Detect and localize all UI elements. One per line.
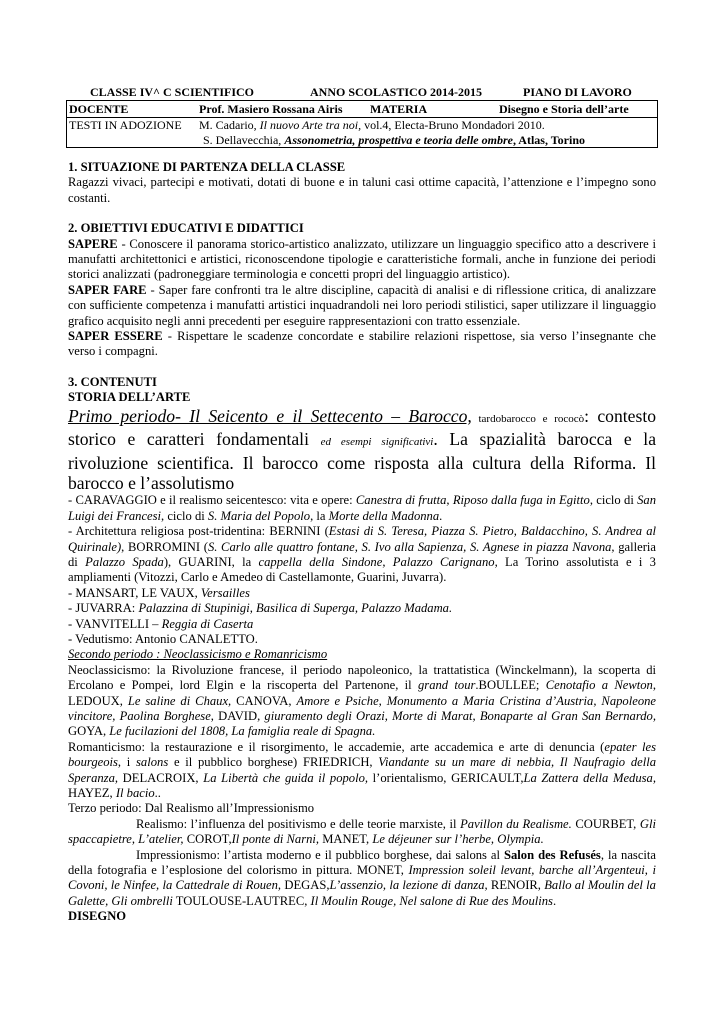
vedutismo-item: - Vedutismo: Antonio CANALETTO.: [68, 631, 258, 646]
period-3-heading: Terzo periodo: Dal Realismo all’Impressionismo: [68, 801, 315, 816]
testo-1: M. Cadario, Il nuovo Arte tra noi, vol.4, Electa-Bruno Mondadori 2010.: [199, 118, 545, 132]
impressionismo-paragraph: Impressionismo: l’artista moderno e il pubblico borghese, dai salons al Salon des Refusés, la nascita della fotografia e l’esplosione del colorismo in pittura. MONET, Impression soleil levant, barche all’Argenteui, i Covoni, le Ninfee, la Cattedrale di Rouen, DEGAS,L’assenzio, la lezione di danza, RENOIR, Ballo al Moulin del la Galette, Gli ombrelli TOULOUSE-LAUTREC, Il Moulin Rouge, Nel salone di Rue des Moulins.: [68, 847, 657, 908]
architettura-item: - Architettura religiosa post-tridentina: BERNINI (Estasi di S. Teresa, Piazza S. Pietro, Baldacchino, S. Andrea al Quirinale), BORROMINI (S. Carlo alle quattro fontane, S. Ivo alla Sapienza, S. Agnese in piazza Navona, galleria di Palazzo Spada), GUARINI, la cappella della Sindone, Palazzo Carignano, La Torino assolutista e i 3 ampliamenti (Vitozzi, Carlo e Amedeo di Castellamonte, Guarini, Juvarra).: [68, 524, 656, 585]
testo-2: S. Dellavecchia, Assonometria, prospettiva e teoria delle ombre, Atlas, Torino: [203, 133, 585, 147]
header-classe: CLASSE IV^ C SCIENTIFICO: [90, 85, 255, 99]
docente-value: Prof. Masiero Rossana Airis: [199, 102, 343, 116]
saper-fare-paragraph: SAPER FARE - Saper fare confronti tra le altre discipline, capacità di analisi e di riflessione critica, di analizzare con sufficiente competenza i manufatti artistici inquadrandoli nei loro periodi stilistici, saper utilizzare il linguaggio grafico acquisito negli anni precedenti per eseguire rappresentazioni con tratto essenziale.: [68, 282, 656, 328]
juvarra-item: - JUVARRA: Palazzina di Stupinigi, Basilica di Superga, Palazzo Madama.: [68, 601, 453, 616]
mansart-item: - MANSART, LE VAUX, Versailles: [68, 585, 250, 600]
info-box: [66, 100, 658, 148]
header-piano: PIANO DI LAVORO: [523, 85, 632, 99]
disegno-heading: DISEGNO: [68, 909, 127, 924]
document-body: [68, 160, 656, 925]
saper-essere-paragraph: SAPER ESSERE - Rispettare le scadenze concordate e stabilire relazioni rispettose, sia verso l’insegnante che verso i compagni.: [68, 329, 656, 359]
materia-label: MATERIA: [370, 102, 428, 116]
testi-label: TESTI IN ADOZIONE: [69, 118, 182, 132]
section-1-title: 1. SITUAZIONE DI PARTENZA DELLA CLASSE: [68, 160, 346, 174]
storia-arte-subtitle: STORIA DELL’ARTE: [68, 390, 191, 405]
neoclassicismo-paragraph: Neoclassicismo: la Rivoluzione francese, il periodo napoleonico, la trattatistica (Winckelmann), la scoperta di Ercolano e Pompei, lord Elgin e la riscoperta del Partenone, il grand tour.BOULLEE; Cenotafio a Newton, LEDOUX, Le saline di Chaux, CANOVA, Amore e Psiche, Monumento a Maria Cristina d’Austria, Napoleone vincitore, Paolina Borghese, DAVID, giuramento degli Orazi, Morte di Marat, Bonaparte al Gran San Bernardo, GOYA, Le fucilazioni del 1808, La famiglia reale di Spagna.: [68, 662, 656, 739]
docente-label: DOCENTE: [69, 102, 129, 116]
section-2-title: 2. OBIETTIVI EDUCATIVI E DIDATTICI: [68, 221, 304, 236]
realismo-paragraph: Realismo: l’influenza del positivismo e delle teorie marxiste, il Pavillon du Realisme. COURBET, Gli spaccapietre, L’atelier, COROT,Il ponte di Narni, MANET, Le déjeuner sur l’herbe, Olympia.: [68, 816, 656, 847]
vanvitelli-item: - VANVITELLI – Reggia di Caserta: [68, 616, 254, 631]
header-anno: ANNO SCOLASTICO 2014-2015: [310, 85, 483, 99]
section-3-title: 3. CONTENUTI: [68, 374, 157, 389]
period-1-heading: Primo periodo- Il Seicento e il Settecento – Barocco, tardobarocco e rococò: contesto storico e caratteri fondamentali ed esempi significativi. La spazialità barocca e la rivoluzione scientifica. Il barocco come risposta alla cultura della Riforma. Il barocco e l’assolutismo: [68, 405, 656, 493]
materia-value: Disegno e Storia dell’arte: [499, 102, 629, 116]
section-1-text: Ragazzi vivaci, partecipi e motivati, dotati di buone e in taluni casi ottime capacità, l’attenzione e l’impegno sono costanti.: [68, 175, 656, 205]
romanticismo-paragraph: Romanticismo: la restaurazione e il risorgimento, le accademie, arte accademica e arte di denuncia (epater les bourgeois, i salons e il pubblico borghese) FRIEDRICH, Viandante su un mare di nebbia, Il Naufragio della Speranza, DELACROIX, La Libertà che guida il popolo, l’orientalismo, GERICAULT,La Zattera della Medusa, HAYEZ, Il bacio..: [68, 739, 656, 801]
period-2-heading: Secondo periodo : Neoclassicismo e Romanricismo: [68, 647, 328, 662]
caravaggio-item: - CARAVAGGIO e il realismo seicentesco: vita e opere: Canestra di frutta, Riposo dalla fuga in Egitto, ciclo di San Luigi dei Francesi, ciclo di S. Maria del Popolo, la Morte della Madonna.: [68, 493, 656, 523]
sapere-paragraph: SAPERE - Conoscere il panorama storico-artistico analizzato, utilizzare un linguaggio specifico atto a descrivere i manufatti architettonici e artistici, riconoscendone tipologie e caratteristiche formali, anche in funzione dei periodi storici analizzati (padroneggiare terminologia e concetti propri del linguaggio artistico).: [68, 236, 656, 282]
